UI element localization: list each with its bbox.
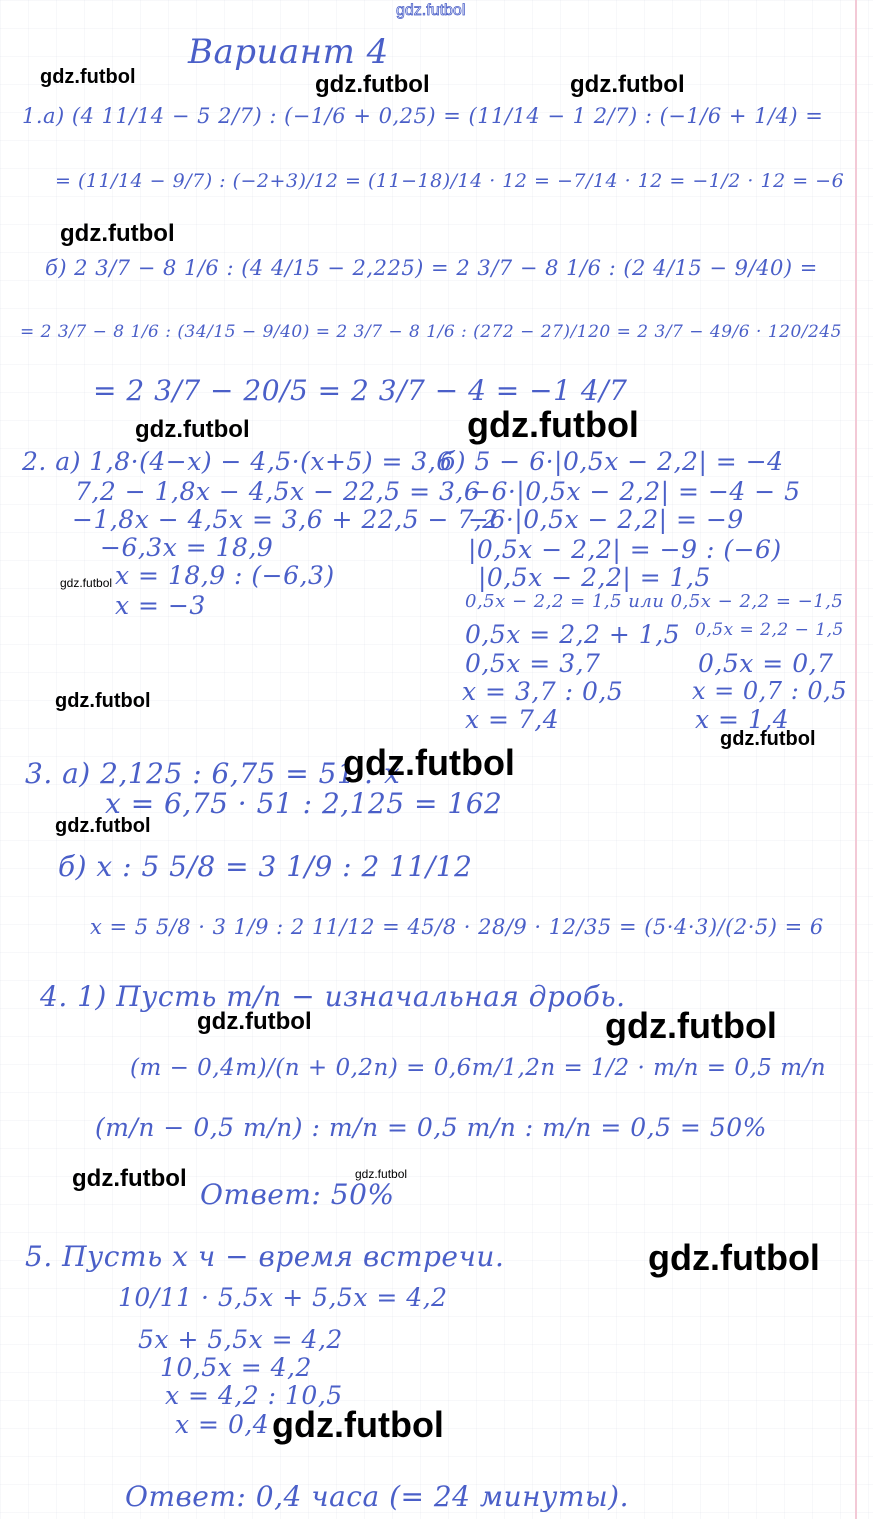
task2-a-line: 2. а) 1,8·(4−x) − 4,5·(x+5) = 3,6 <box>22 447 453 476</box>
watermark: gdz.futbol <box>605 1005 777 1046</box>
watermark: gdz.futbol <box>60 220 175 247</box>
task2-b-line: −6·|0,5x − 2,2| = −4 − 5 <box>470 477 801 506</box>
watermark: gdz.futbol <box>135 416 250 443</box>
watermark: gdz.futbol <box>570 71 685 98</box>
watermark: gdz.futbol <box>72 1165 187 1192</box>
task4-line1: 4. 1) Пусть m/n − изначальная дробь. <box>40 980 626 1013</box>
task2-a-line: x = −3 <box>115 591 206 620</box>
task3-b-line1: б) x : 5 5/8 = 3 1/9 : 2 11/12 <box>58 850 473 883</box>
watermark: gdz.futbol <box>55 690 151 712</box>
task5-line: 10,5x = 4,2 <box>160 1353 312 1382</box>
watermark: gdz.futbol <box>343 742 515 783</box>
task2-b-or-line: 0,5x − 2,2 = 1,5 или 0,5x − 2,2 = −1,5 <box>465 591 844 612</box>
task2-b-left-line: x = 3,7 : 0,5 <box>462 677 624 706</box>
task3-a-line2: x = 6,75 · 51 : 2,125 = 162 <box>105 787 503 820</box>
watermark: gdz.futbol <box>40 66 136 88</box>
task5-line1: 5. Пусть x ч − время встречи. <box>25 1240 505 1273</box>
task2-a-line: −6,3x = 18,9 <box>100 533 274 562</box>
watermark: gdz.futbol <box>197 1008 312 1035</box>
task1-b-line2: = 2 3/7 − 8 1/6 : (34/15 − 9/40) = 2 3/7 − 8 1/6 : (272 − 27)/120 = 2 3/7 − 49/6 · 120/245 <box>20 322 842 342</box>
task4-line2: (m − 0,4m)/(n + 0,2n) = 0,6m/1,2n = 1/2 · m/n = 0,5 m/n <box>130 1055 827 1081</box>
watermark: gdz.futbol <box>355 1167 408 1181</box>
watermark: gdz.futbol <box>60 576 113 590</box>
task5-line: 10/11 · 5,5x + 5,5x = 4,2 <box>118 1283 448 1312</box>
task2-b-right-line: 0,5x = 0,7 <box>698 649 834 678</box>
task3-a-line1: 3. а) 2,125 : 6,75 = 51 : x <box>25 757 401 790</box>
task4-line3: (m/n − 0,5 m/n) : m/n = 0,5 m/n : m/n = 0,5 = 50% <box>95 1113 767 1142</box>
task4-answer: Ответ: 50% <box>200 1178 395 1211</box>
task2-b-line: |0,5x − 2,2| = −9 : (−6) <box>468 535 782 564</box>
task5-line: 5x + 5,5x = 4,2 <box>138 1325 343 1354</box>
task2-b-right-line: 0,5x = 2,2 − 1,5 <box>695 620 844 640</box>
task1-a-line1: 1.а) (4 11/14 − 5 2/7) : (−1/6 + 0,25) = (11/14 − 1 2/7) : (−1/6 + 1/4) = <box>22 104 824 128</box>
task1-b-line1: б) 2 3/7 − 8 1/6 : (4 4/15 − 2,225) = 2 3/7 − 8 1/6 : (2 4/15 − 9/40) = <box>45 256 818 280</box>
page-heading: Вариант 4 <box>188 32 389 72</box>
task5-line: x = 0,4 <box>175 1410 270 1439</box>
watermark: gdz.futbol <box>55 815 151 837</box>
task1-b-line3: = 2 3/7 − 20/5 = 2 3/7 − 4 = −1 4/7 <box>93 374 628 407</box>
watermark: gdz.futbol <box>648 1237 820 1278</box>
task2-a-line: x = 18,9 : (−6,3) <box>115 561 335 590</box>
watermark: gdz.futbol <box>720 728 816 750</box>
watermark: gdz.futbol <box>315 71 430 98</box>
task1-a-line2: = (11/14 − 9/7) : (−2+3)/12 = (11−18)/14 · 12 = −7/14 · 12 = −1/2 · 12 = −6 <box>55 170 845 192</box>
task3-b-line2: x = 5 5/8 · 3 1/9 : 2 11/12 = 45/8 · 28/9 · 12/35 = (5·4·3)/(2·5) = 6 <box>90 915 824 939</box>
page-margin-line <box>855 0 857 1519</box>
watermark: gdz.futbol <box>467 404 639 445</box>
task2-b-left-line: 0,5x = 2,2 + 1,5 <box>465 620 681 649</box>
task2-b-line: −6·|0,5x − 2,2| = −9 <box>468 505 744 534</box>
task2-a-line: −1,8x − 4,5x = 3,6 + 22,5 − 7,2 <box>72 505 499 534</box>
watermark: gdz.futbol <box>272 1404 444 1445</box>
task2-b-right-line: x = 1,4 <box>695 705 790 734</box>
task2-b-line: |0,5x − 2,2| = 1,5 <box>478 563 711 592</box>
task2-b-left-line: x = 7,4 <box>465 705 560 734</box>
watermark: gdz.futbol <box>396 2 466 19</box>
task2-b-right-line: x = 0,7 : 0,5 <box>692 677 848 705</box>
task2-b-line: б) 5 − 6·|0,5x − 2,2| = −4 <box>440 447 784 476</box>
task5-line: x = 4,2 : 10,5 <box>165 1381 343 1410</box>
task2-b-left-line: 0,5x = 3,7 <box>465 649 601 678</box>
task2-a-line: 7,2 − 1,8x − 4,5x − 22,5 = 3,6 <box>75 477 481 506</box>
task5-answer: Ответ: 0,4 часа (= 24 минуты). <box>125 1480 630 1513</box>
